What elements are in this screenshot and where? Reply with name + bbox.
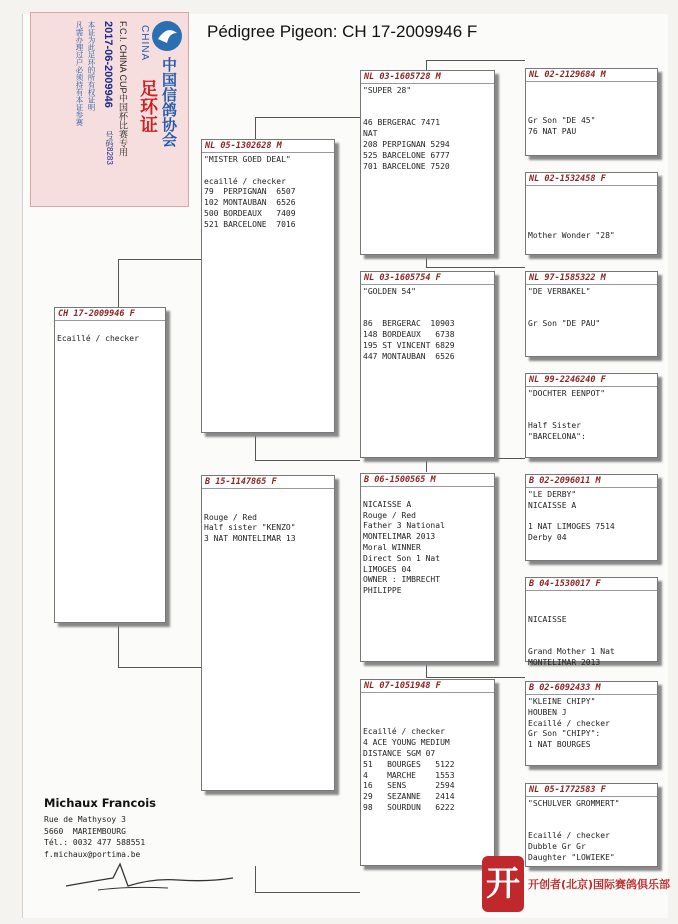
ring-number: NL 02-1532458 F	[526, 173, 657, 186]
connector-line	[118, 259, 201, 260]
connector-line	[255, 117, 256, 139]
ring-number: B 15-1147865 F	[202, 476, 334, 489]
owner-name: Michaux Francois	[44, 796, 157, 810]
connector-line	[426, 677, 525, 678]
sticker-note-1: 本证为此足环的所有权证明	[87, 21, 96, 111]
club-logo-icon: 开	[482, 856, 524, 912]
pigeon-card-sds	[525, 271, 658, 357]
connector-line	[255, 892, 360, 893]
pigeon-card-sire-sire	[360, 70, 495, 255]
ring-number: B 02-6092433 M	[526, 682, 657, 695]
pigeon-details: "MISTER GOED DEAL" ecaillé / checker 79 PERPIGNAN 6507 102 MONTAUBAN 6526 500 BORDEAUX 7409 521 BARCELONE 7016	[204, 155, 296, 229]
pigeon-details: NICAISSE Grand Mother 1 Nat MONTELIMAR 2013	[528, 614, 615, 667]
ring-number: B 06-1500565 M	[361, 474, 494, 487]
connector-line	[255, 460, 360, 461]
pigeon-card-dsd	[525, 577, 658, 667]
ring-number: NL 07-1051948 F	[361, 680, 494, 693]
owner-info	[44, 796, 156, 860]
pigeon-card-self	[54, 307, 166, 623]
pigeon-card-dam	[201, 475, 335, 791]
pigeon-card-sss	[525, 68, 658, 156]
pigeon-details: "LE DERBY" NICAISSE A 1 NAT LIMOGES 7514 Derby 04	[528, 490, 615, 543]
org-name-cn: 中国信鸽协会	[160, 57, 178, 147]
club-name: 开创者(北京)国际赛鸽俱乐部	[528, 878, 671, 891]
connector-line	[426, 60, 525, 61]
pigeon-details: "DOCHTER EENPOT" Half Sister "BARCELONA":	[528, 389, 606, 442]
pigeon-card-dam-dam	[360, 679, 495, 866]
connector-line	[118, 624, 119, 668]
pigeon-card-sire-dam	[360, 271, 495, 458]
pigeon-details: Gr Son "DE 45" 76 NAT PAU	[528, 116, 596, 137]
connector-line	[118, 259, 119, 311]
ring-number: NL 02-2129684 M	[526, 69, 657, 82]
ring-certificate-sticker	[30, 12, 189, 207]
cert-title-cn: 足环证	[137, 79, 158, 133]
owner-address: Rue de Mathysoy 3 5660 MARIEMBOURG Tél.: 0032 477 588551 f.michaux@portima.be	[44, 815, 146, 859]
ring-number: CH 17-2009946 F	[55, 308, 165, 321]
pigeon-details: Ecaillé / checker	[57, 333, 139, 343]
ring-number: NL 03-1605728 M	[361, 71, 494, 84]
connector-line	[255, 117, 360, 118]
pigeon-details: Rouge / Red Half sister "KENZO" 3 NAT MONTELIMAR 13	[204, 512, 296, 544]
pigeon-details: "DE VERBAKEL" Gr Son "DE PAU"	[528, 287, 601, 329]
pigeon-card-ssd	[525, 172, 658, 255]
ring-suffix: 号码8283	[105, 131, 114, 165]
pigeon-card-dds	[525, 681, 658, 766]
pigeon-details: "KLEINE CHIPY" HOUBEN J Ecaillé / checker Gr Son "CHIPY": 1 NAT BOURGES	[528, 697, 610, 750]
connector-line	[426, 458, 427, 472]
pigeon-details: "SCHULVER GROMMERT" Ecaillé / checker Dubble Gr Gr Daughter "LOWIEKE"	[528, 799, 620, 862]
pigeon-card-ddd	[525, 783, 658, 867]
page-title: Pédigree Pigeon: CH 17-2009946 F	[207, 22, 478, 41]
pigeon-card-sdd	[525, 373, 658, 458]
sticker-note-2: 凡需办理过户必须持有本证参赛	[75, 21, 84, 126]
connector-line	[426, 662, 427, 677]
pigeon-card-sire	[201, 139, 335, 433]
connector-line	[255, 866, 256, 892]
ring-number: NL 05-1302628 M	[202, 140, 334, 153]
pigeon-card-dam-sire	[360, 473, 495, 662]
cup-line: F.C.I. CHINA CUP中国杯比赛专用	[118, 21, 128, 157]
china-label: CHINA	[139, 25, 150, 62]
connector-line	[426, 458, 525, 459]
connector-line	[426, 255, 427, 267]
ring-number: NL 05-1772583 F	[526, 784, 657, 797]
ring-number: B 02-2096011 M	[526, 475, 657, 488]
ring-number: B 04-1530017 F	[526, 578, 657, 591]
pigeon-details: NICAISSE A Rouge / Red Father 3 National MONTELIMAR 2013 Moral WINNER Direct Son 1 Nat LIMOGES 04 OWNER : IMBRECHT PHILIPPE	[363, 499, 445, 596]
ring-number: NL 03-1605754 F	[361, 272, 494, 285]
ring-number: 2017-06-2009946	[102, 21, 114, 108]
pigeon-details: Mother Wonder "28"	[528, 231, 615, 241]
connector-line	[118, 667, 201, 668]
pigeon-details: "GOLDEN 54" 86 BERGERAC 10903 148 BORDEAUX 6738 195 ST VINCENT 6829 447 MONTAUBAN 6526	[363, 287, 455, 361]
pigeon-card-dss	[525, 474, 658, 561]
connector-line	[426, 60, 427, 70]
pigeon-details: Ecaillé / checker 4 ACE YOUNG MEDIUM DISTANCE SGM 07 51 BOURGES 5122 4 MARCHE 1553 16 SENS 2594 29 SEZANNE 2414 98 SOURDUN 6222	[363, 727, 455, 812]
ring-number: NL 97-1585322 M	[526, 272, 657, 285]
club-watermark	[478, 856, 672, 916]
signature-icon	[58, 856, 238, 896]
connector-line	[255, 433, 256, 460]
connector-line	[426, 267, 525, 268]
pigeon-details: "SUPER 28" 46 BERGERAC 7471 NAT 208 PERPIGNAN 5294 525 BARCELONE 6777 701 BARCELONE 7520	[363, 86, 450, 171]
ring-number: NL 99-2246240 F	[526, 374, 657, 387]
dove-logo-icon	[150, 19, 184, 53]
